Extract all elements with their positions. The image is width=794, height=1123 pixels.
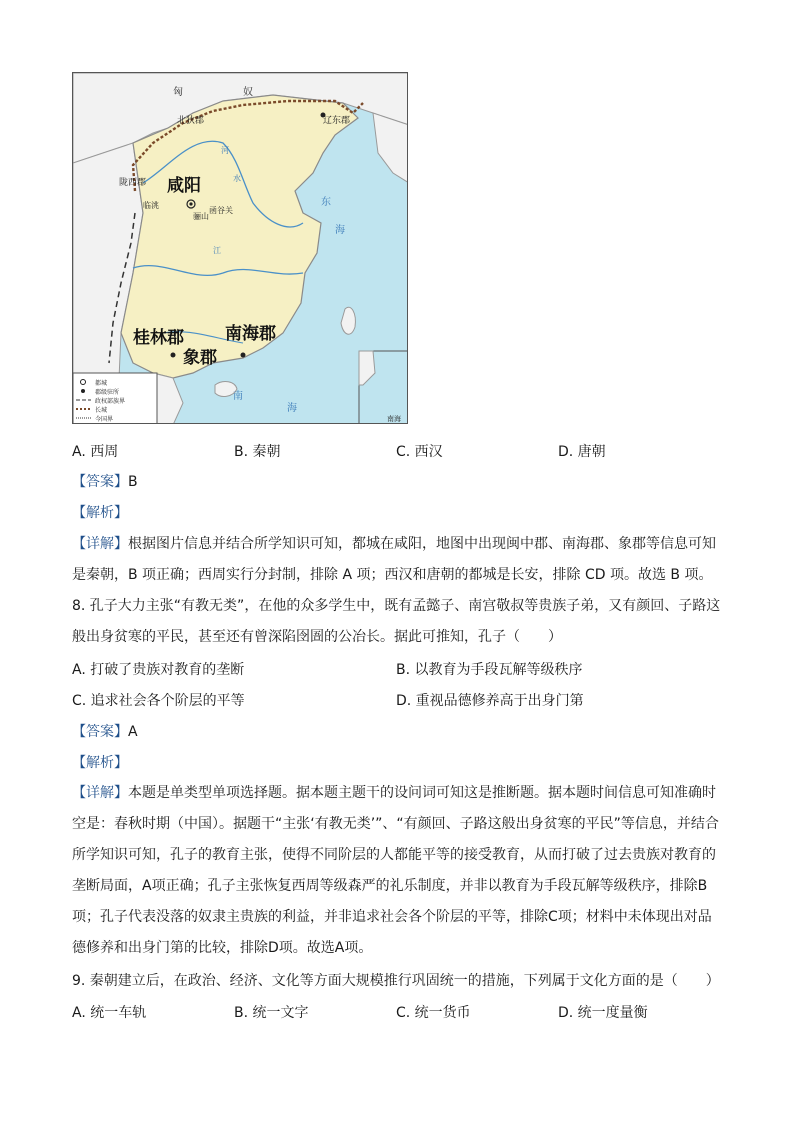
- q9-stem: 9. 秦朝建立后，在政治、经济、文化等方面大规模推行巩固统一的措施，下列属于文化方面的是（ ）: [72, 973, 720, 989]
- legend-item-boundary: 政权部族界: [95, 398, 126, 405]
- q8-answer: [72, 722, 138, 742]
- q8-option-b: B. 以教育为手段瓦解等级秩序: [396, 662, 583, 678]
- q8-option-c: C. 追求社会各个阶层的平等: [72, 693, 245, 709]
- q7-option-b: B. 秦朝: [234, 444, 281, 460]
- answer-tag: 【答案】: [72, 474, 128, 490]
- label-longxi: 陇西郡: [119, 178, 147, 188]
- label-inset: 南海: [387, 415, 401, 423]
- answer-tag: 【答案】: [72, 724, 128, 740]
- label-liaodong: 辽东郡: [323, 116, 351, 126]
- korea-land: [373, 113, 408, 183]
- label-lishan: 骊山: [193, 212, 209, 221]
- analysis-tag: 【解析】: [72, 505, 128, 521]
- seat-symbol: [171, 353, 176, 358]
- analysis-tag: 【解析】: [72, 755, 128, 771]
- label-south-sea-2: 海: [287, 403, 297, 414]
- detail-text: 根据图片信息并结合所学知识可知，都城在咸阳，地图中出现闽中郡、南海郡、象郡等信息可知是秦朝，B 项正确；西周实行分封制，排除 A 项；西汉和唐朝的都城是长安，排除 CD 项。故选 B 项。: [72, 536, 716, 583]
- label-xiongnu-1: 匈: [173, 87, 183, 98]
- q7-detail: [72, 529, 722, 591]
- legend-item-national-border: 今国界: [95, 416, 114, 423]
- qin-dynasty-map: [72, 72, 408, 424]
- detail-tag: 【详解】: [72, 785, 128, 801]
- q9-option-a: A. 统一车轨: [72, 1005, 147, 1021]
- legend-item-great-wall: 长城: [95, 407, 108, 414]
- map-svg: [73, 73, 408, 424]
- q8-option-d: D. 重视品德修养高于出身门第: [396, 693, 584, 709]
- label-lintao: 临洮: [143, 201, 159, 210]
- label-east-sea-2: 海: [335, 225, 345, 236]
- seat-symbol: [241, 353, 246, 358]
- label-capital: 咸阳: [167, 176, 201, 196]
- q8-detail: [72, 778, 722, 964]
- legend-item-capital: 都城: [95, 380, 108, 387]
- detail-tag: 【详解】: [72, 536, 128, 552]
- q9-option-b: B. 统一文字: [234, 1005, 309, 1021]
- label-river-shui: 水: [233, 174, 241, 183]
- label-river-he: 河: [221, 146, 229, 155]
- taiwan-island: [341, 307, 355, 334]
- label-guilin: 桂林郡: [133, 328, 184, 348]
- answer-value: B: [128, 474, 138, 490]
- legend-item-seat: 郡级驻所: [95, 389, 120, 396]
- q7-analysis: [72, 503, 128, 523]
- detail-text: 本题是单类型单项选择题。据本题主题干的设问词可知这是推断题。据本题时间信息可知准确时空是：春秋时期（中国）。据题干“主张‘有教无类’”、“有颜回、子路这般出身贫寒的平民”等信息，并结合所学知识可知，孔子的教育主张，使得不同阶层的人都能平等的接受教育，从而打破了过去贵族对教育的垄断局面，A项正确；孔子主张恢复西周等级森严的礼乐制度，并非以教育为手段瓦解等级秩序，排除B项；孔子代表没落的奴隶主贵族的利益，并非追求社会各个阶层的平等，排除C项；材料中未体现出对品德修养和出身门第的比较，排除D项。故选A项。: [72, 785, 719, 956]
- q9-option-d: D. 统一度量衡: [558, 1005, 648, 1021]
- answer-value: A: [128, 724, 138, 740]
- q7-answer: [72, 472, 138, 492]
- q8-option-a: A. 打破了贵族对教育的垄断: [72, 662, 245, 678]
- q7-option-a: A. 西周: [72, 444, 119, 460]
- label-south-sea-1: 南: [233, 391, 243, 402]
- label-nanhai: 南海郡: [225, 324, 276, 344]
- q8-analysis: [72, 753, 128, 773]
- q7-option-c: C. 西汉: [396, 444, 443, 460]
- label-river-jiang: 江: [213, 246, 221, 255]
- q9-option-c: C. 统一货币: [396, 1005, 471, 1021]
- label-xiang: 象郡: [183, 348, 217, 368]
- label-hangu: 函谷关: [209, 206, 233, 215]
- label-east-sea-1: 东: [321, 197, 331, 208]
- label-xiongnu-2: 奴: [243, 87, 253, 98]
- label-beidi: 北狄郡: [177, 116, 205, 126]
- q7-option-d: D. 唐朝: [558, 444, 606, 460]
- q8-stem: 8. 孔子大力主张“有教无类”，在他的众多学生中，既有孟懿子、南宫敬叔等贵族子弟，又有颜回、子路这般出身贫寒的平民，甚至还有曾深陷囹圄的公冶长。据此可推知，孔子（ ）: [72, 598, 721, 645]
